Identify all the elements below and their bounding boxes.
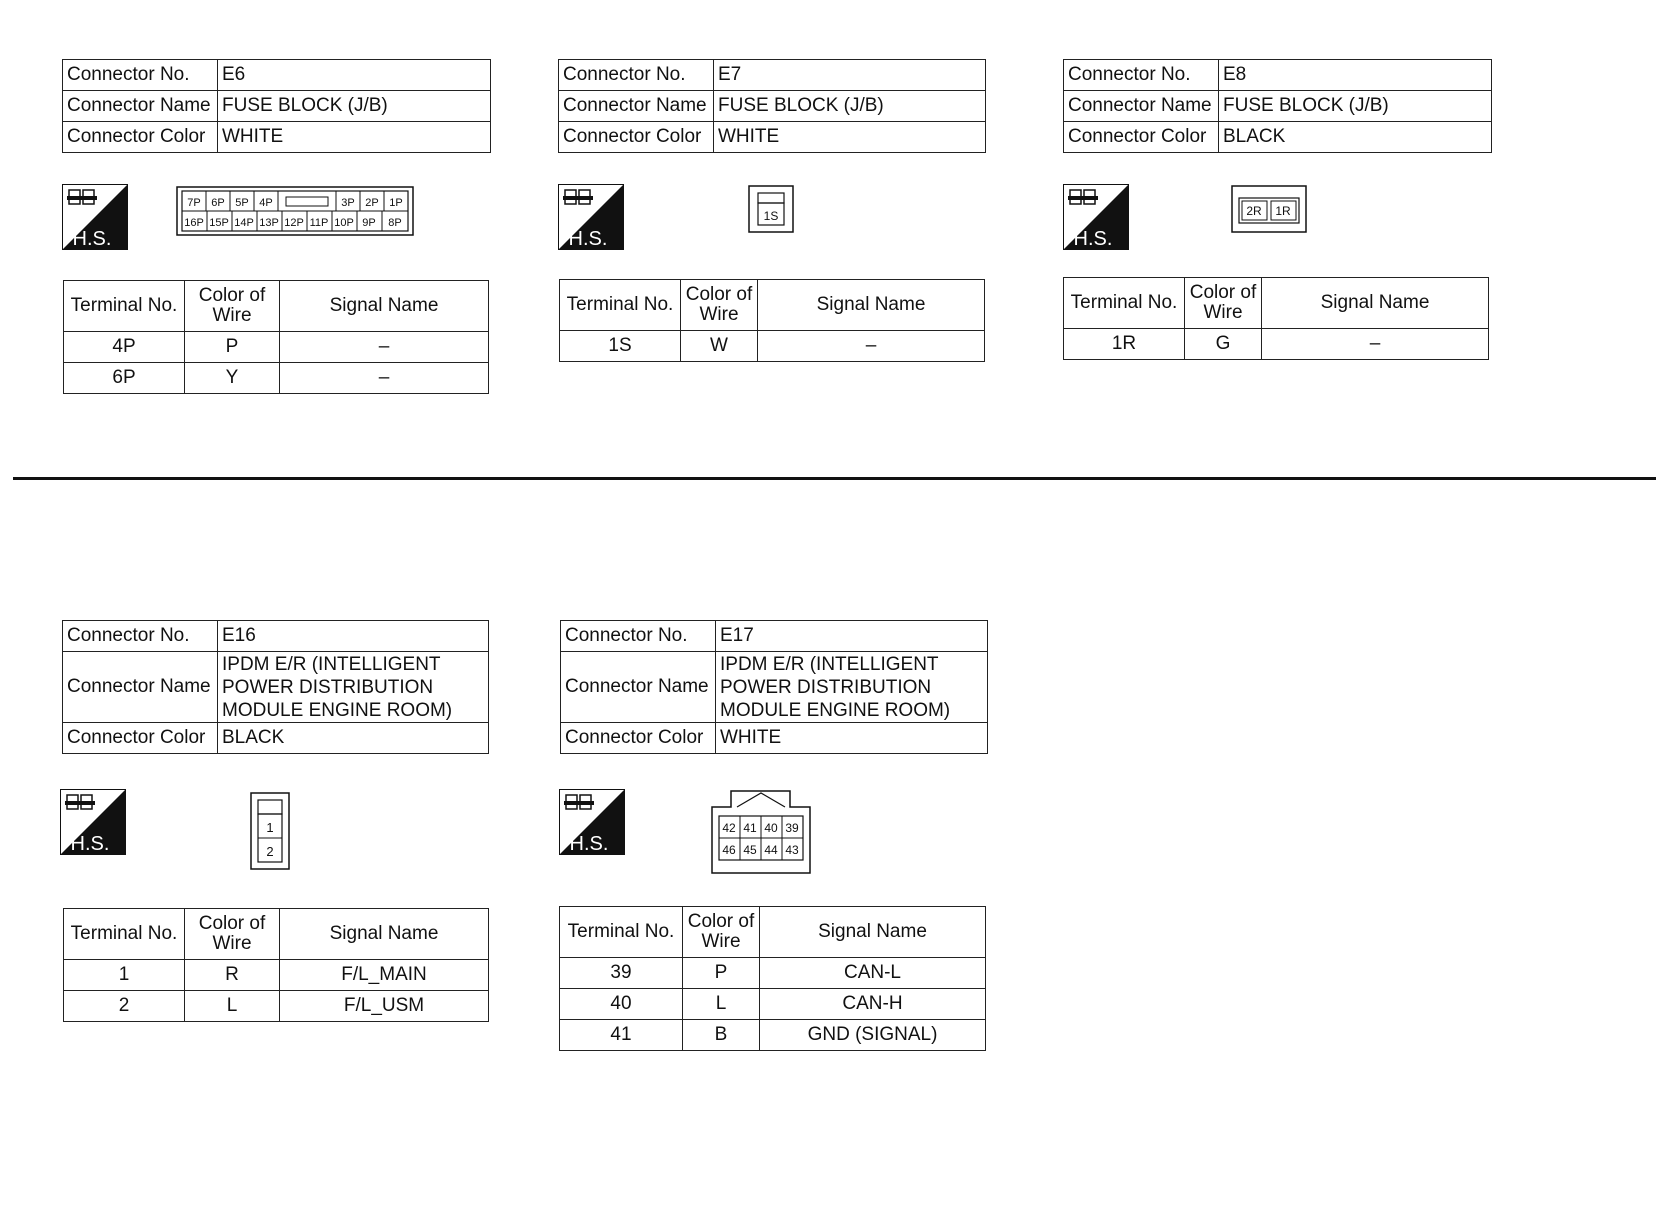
- connector-no-label: Connector No.: [63, 60, 218, 91]
- pin-label: 8P: [388, 217, 402, 229]
- connector-e17-face-diagram: [711, 790, 821, 874]
- connector-name-value: FUSE BLOCK (J/B): [1219, 91, 1492, 122]
- wire-color-header: Color of Wire: [681, 280, 758, 331]
- pin-label: 6P: [211, 197, 225, 209]
- connector-color-value: WHITE: [714, 122, 986, 153]
- pin-label: 9P: [362, 217, 376, 229]
- connector-no-value: E6: [218, 60, 491, 91]
- connector-e8-terminal-table: [1063, 277, 1489, 360]
- pin-label: 40: [764, 821, 778, 835]
- table-row: 1 R F/L_MAIN: [64, 960, 489, 991]
- connector-no-label: Connector No.: [63, 621, 218, 652]
- connector-color-label: Connector Color: [1064, 122, 1219, 153]
- connector-name-label: Connector Name: [63, 652, 218, 723]
- pin-label: 1: [266, 820, 274, 835]
- hs-label: H.S.: [70, 833, 110, 855]
- pin-label: 2P: [365, 197, 379, 209]
- wire-color-header: Color of Wire: [683, 907, 760, 958]
- connector-no-value: E16: [218, 621, 489, 652]
- pin-label: 1S: [763, 209, 779, 223]
- hs-label: H.S.: [568, 228, 608, 250]
- pin-label: 13P: [259, 217, 279, 229]
- wire-color-header: Color of Wire: [185, 909, 280, 960]
- connector-color-value: BLACK: [218, 723, 489, 754]
- hs-label: H.S.: [72, 228, 112, 250]
- harness-side-icon: [1063, 184, 1129, 250]
- pin-label: 44: [764, 843, 778, 857]
- connector-e7-face-diagram: [748, 185, 794, 233]
- terminal-no-header: Terminal No.: [560, 280, 681, 331]
- harness-side-icon: [62, 184, 128, 250]
- wire-color-header: Color of Wire: [1185, 278, 1262, 329]
- connector-e16-info: [62, 620, 489, 754]
- connector-e16-face-diagram: [250, 792, 290, 870]
- pin-label: 5P: [235, 197, 249, 209]
- connector-name-label: Connector Name: [63, 91, 218, 122]
- connector-no-label: Connector No.: [561, 621, 716, 652]
- pin-label: 1R: [1275, 204, 1291, 218]
- connector-e6-face-diagram: [176, 186, 414, 236]
- pin-label: 11P: [309, 217, 329, 229]
- harness-side-icon: [60, 789, 126, 855]
- pin-label: 1P: [389, 197, 403, 209]
- signal-name-header: Signal Name: [760, 907, 986, 958]
- connector-name-value: FUSE BLOCK (J/B): [218, 91, 491, 122]
- connector-color-label: Connector Color: [63, 723, 218, 754]
- harness-side-icon: [558, 184, 624, 250]
- pin-label: 45: [743, 843, 757, 857]
- pin-label: 43: [785, 843, 799, 857]
- pin-label: 2R: [1246, 204, 1262, 218]
- connector-no-value: E8: [1219, 60, 1492, 91]
- connector-e17-info: [560, 620, 988, 754]
- connector-e8-info: [1063, 59, 1492, 153]
- connector-no-value: E17: [716, 621, 988, 652]
- pin-label: 46: [722, 843, 736, 857]
- connector-name-label: Connector Name: [561, 652, 716, 723]
- signal-name-header: Signal Name: [1262, 278, 1489, 329]
- signal-name-header: Signal Name: [280, 281, 489, 332]
- terminal-no-header: Terminal No.: [64, 909, 185, 960]
- hs-label: H.S.: [1073, 228, 1113, 250]
- hs-label: H.S.: [569, 833, 609, 855]
- connector-color-label: Connector Color: [559, 122, 714, 153]
- connector-color-label: Connector Color: [63, 122, 218, 153]
- table-row: 4P P –: [64, 332, 489, 363]
- table-row: 39 P CAN-L: [560, 958, 986, 989]
- connector-color-value: WHITE: [218, 122, 491, 153]
- pin-label: 12P: [284, 217, 304, 229]
- table-row: 40 L CAN-H: [560, 989, 986, 1020]
- connector-color-label: Connector Color: [561, 723, 716, 754]
- connector-color-value: BLACK: [1219, 122, 1492, 153]
- signal-name-header: Signal Name: [280, 909, 489, 960]
- connector-name-label: Connector Name: [1064, 91, 1219, 122]
- connector-e7-info: [558, 59, 986, 153]
- connector-name-value: FUSE BLOCK (J/B): [714, 91, 986, 122]
- connector-e8-face-diagram: [1231, 185, 1307, 233]
- pin-label: 2: [266, 844, 274, 859]
- connector-e7-terminal-table: [559, 279, 985, 362]
- wire-color-header: Color of Wire: [185, 281, 280, 332]
- table-row: 41 B GND (SIGNAL): [560, 1020, 986, 1051]
- terminal-no-header: Terminal No.: [1064, 278, 1185, 329]
- connector-e16-terminal-table: [63, 908, 489, 1022]
- pin-label: 42: [722, 821, 736, 835]
- table-row: 1R G –: [1064, 329, 1489, 360]
- signal-name-header: Signal Name: [758, 280, 985, 331]
- pin-label: 10P: [334, 217, 354, 229]
- connector-no-label: Connector No.: [1064, 60, 1219, 91]
- table-row: 2 L F/L_USM: [64, 991, 489, 1022]
- harness-side-icon: [559, 789, 625, 855]
- connector-color-value: WHITE: [716, 723, 988, 754]
- pin-label: 39: [785, 821, 799, 835]
- connector-e17-terminal-table: [559, 906, 986, 1051]
- terminal-no-header: Terminal No.: [64, 281, 185, 332]
- terminal-no-header: Terminal No.: [560, 907, 683, 958]
- table-row: 6P Y –: [64, 363, 489, 394]
- pin-label: 3P: [341, 197, 355, 209]
- section-divider: [13, 477, 1656, 480]
- pin-label: 7P: [187, 197, 201, 209]
- pin-label: 4P: [259, 197, 273, 209]
- pin-label: 14P: [234, 217, 254, 229]
- connector-e6-terminal-table: [63, 280, 489, 394]
- connector-e6-info: [62, 59, 491, 153]
- connector-name-value: IPDM E/R (INTELLIGENT POWER DISTRIBUTION MODULE ENGINE ROOM): [218, 652, 489, 723]
- table-row: 1S W –: [560, 331, 985, 362]
- connector-name-value: IPDM E/R (INTELLIGENT POWER DISTRIBUTION MODULE ENGINE ROOM): [716, 652, 988, 723]
- pin-label: 41: [743, 821, 757, 835]
- pin-label: 16P: [184, 217, 204, 229]
- connector-no-label: Connector No.: [559, 60, 714, 91]
- connector-name-label: Connector Name: [559, 91, 714, 122]
- connector-no-value: E7: [714, 60, 986, 91]
- pin-label: 15P: [209, 217, 229, 229]
